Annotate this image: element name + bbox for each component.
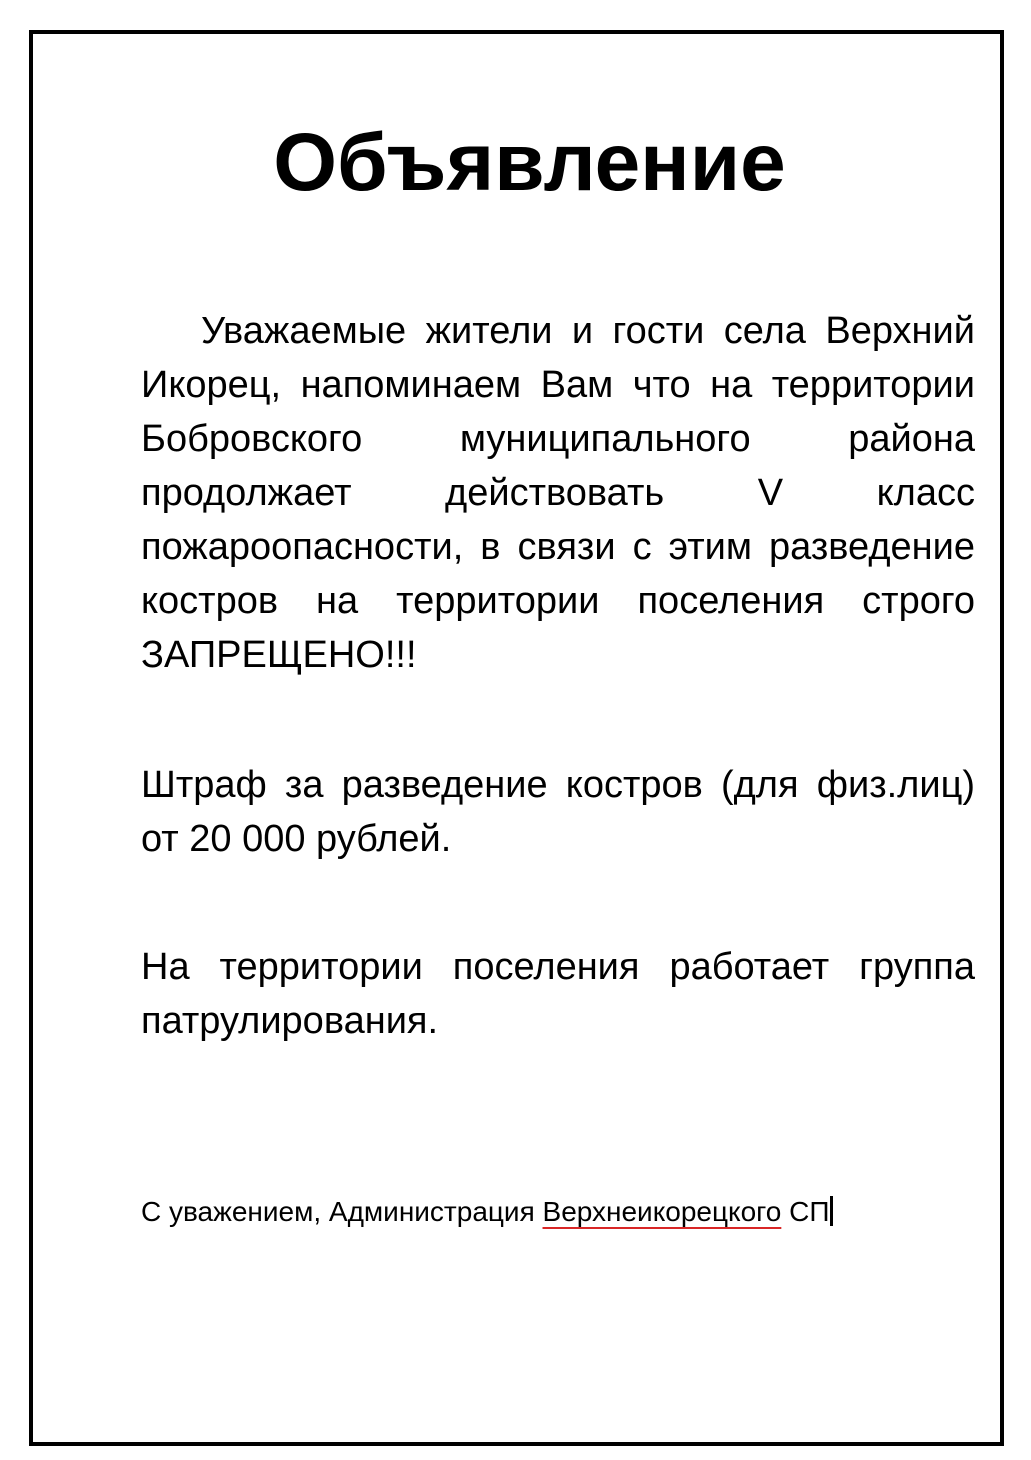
signature-suffix: СП <box>781 1196 830 1227</box>
signature-prefix: С уважением, Администрация <box>141 1196 543 1227</box>
paragraph-warning[interactable]: Уважаемые жители и гости села Верхний Икорец, напоминаем Вам что на территории Бобровского муниципального района продолжает действовать V класс пожароопасности, в связи с этим разведение костров на территории поселения строго ЗАПРЕЩЕНО!!! <box>141 310 975 676</box>
paragraph-patrol[interactable]: На территории поселения работает группа патрулирования. <box>141 946 975 1042</box>
signature-line[interactable] <box>141 1192 833 1232</box>
spellcheck-underlined-word[interactable]: Верхнеикорецкого <box>542 1196 782 1227</box>
paragraph-fine[interactable]: Штраф за разведение костров (для физ.лиц) от 20 000 рублей. <box>141 764 975 860</box>
document-border <box>29 30 1004 1446</box>
document-title: Объявление <box>273 117 786 208</box>
text-cursor <box>830 1196 833 1226</box>
